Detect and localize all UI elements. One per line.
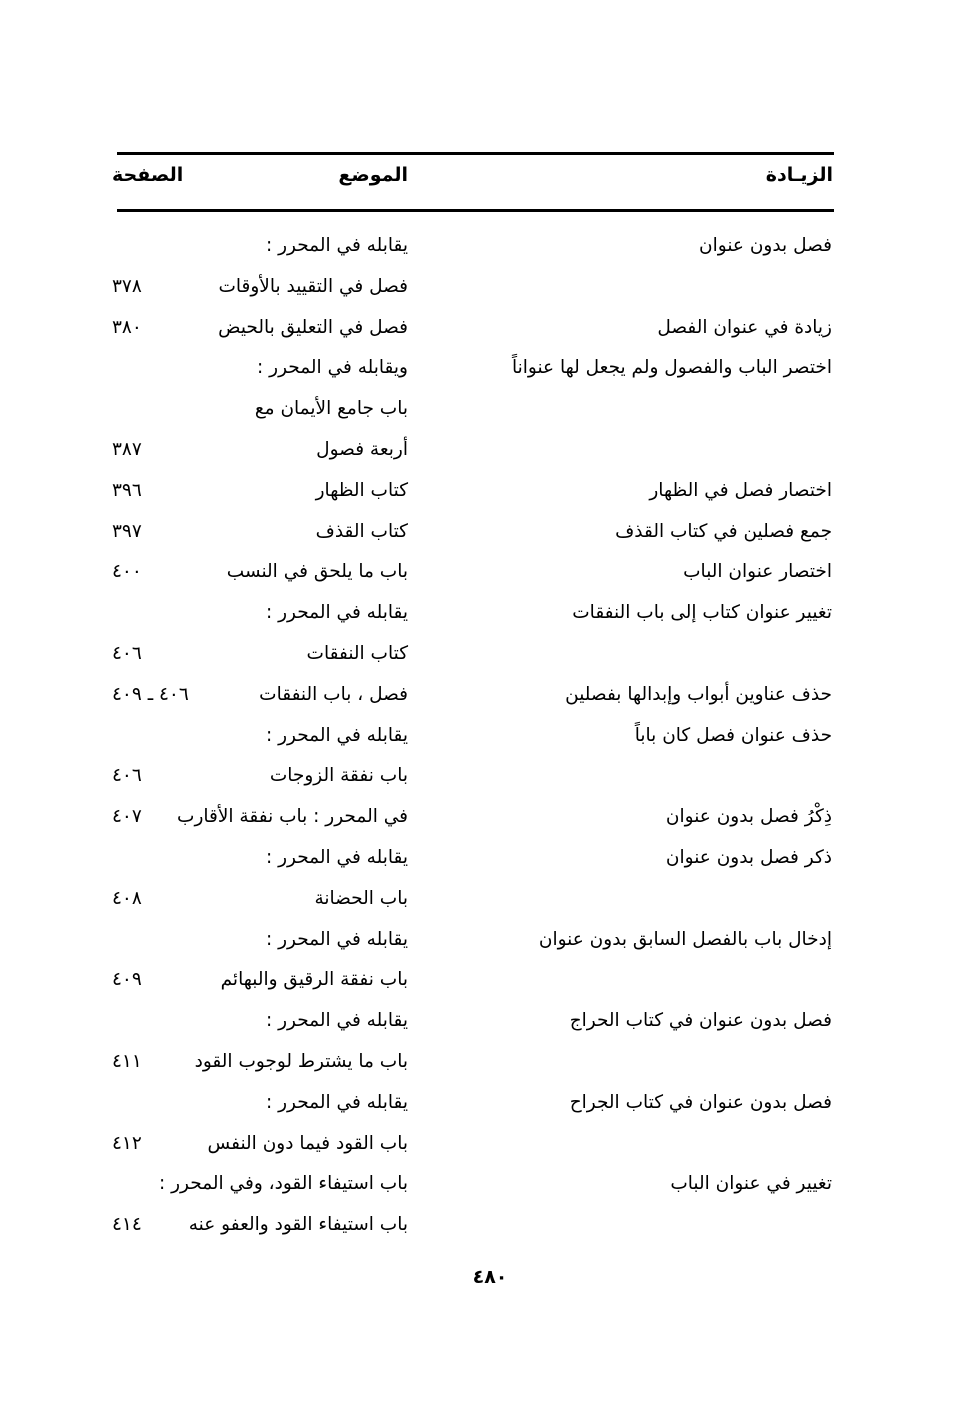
cell-ziyada: حذف عناوين أبواب وإبدالها بفصلين [565, 683, 832, 705]
cell-mawdi: أربعة فصول [316, 438, 408, 460]
cell-mawdi: يقابله في المحرر : [265, 846, 408, 868]
table-row [0, 593, 980, 634]
cell-safha: ٣٨٧ [112, 438, 142, 460]
table-row [0, 267, 980, 308]
header-ziyada: الزيـادة [765, 164, 833, 186]
cell-mawdi: يقابله في المحرر : [265, 602, 408, 624]
cell-mawdi: باب جامع الأيمان مع [254, 398, 408, 420]
cell-ziyada: فصل بدون عنوان [699, 235, 832, 256]
header-mawdi: الموضع [338, 164, 408, 186]
table-header-rule [117, 209, 834, 212]
cell-mawdi: باب نفقة الرقيق والبهائم [220, 969, 408, 991]
cell-mawdi: يقابله في المحرر : [265, 724, 408, 746]
cell-mawdi: باب القود فيما دون النفس [207, 1132, 408, 1154]
cell-safha: ٤٠٠ [112, 561, 142, 583]
cell-safha: ٣٨٠ [112, 316, 142, 338]
cell-mawdi: يقابله في المحرر : [265, 1010, 408, 1032]
cell-safha: ٤٠٦ [112, 642, 142, 664]
cell-ziyada: تغيير عنوان كتاب إلى باب النفقات [572, 602, 832, 624]
table-row [0, 920, 980, 961]
cell-mawdi: باب الحضانة [314, 887, 408, 909]
cell-mawdi: باب استيفاء القود، وفي المحرر : [159, 1173, 408, 1195]
table-row [0, 308, 980, 349]
table-row [0, 838, 980, 879]
cell-mawdi: باب نفقة الزوجات [269, 765, 408, 787]
table-row [0, 389, 980, 430]
cell-safha: ٤١١ [112, 1050, 142, 1072]
table-row [0, 512, 980, 553]
table-row [0, 1001, 980, 1042]
cell-safha: ٤٠٧ [112, 806, 142, 828]
table-row [0, 430, 980, 471]
cell-mawdi: يقابله في المحرر : [265, 235, 408, 256]
cell-safha: ٤١٤ [112, 1214, 142, 1236]
table-row [0, 1205, 980, 1246]
table-row [0, 756, 980, 797]
table-row [0, 1042, 980, 1083]
cell-mawdi: باب ما يشترط لوجوب القود [194, 1050, 408, 1072]
cell-ziyada: جمع فصلين في كتاب القذف [615, 520, 832, 542]
table-body [0, 226, 980, 1246]
table-row [0, 552, 980, 593]
cell-ziyada: ذكر فصل بدون عنوان [665, 846, 832, 868]
cell-mawdi: باب استيفاء القود والعفو عنه [188, 1214, 408, 1236]
cell-ziyada: زيادة في عنوان الفصل [657, 316, 832, 338]
cell-safha: ٤١٢ [112, 1132, 142, 1154]
cell-safha: ٣٩٦ [112, 479, 142, 501]
table-row [0, 675, 980, 716]
table-row [0, 960, 980, 1001]
cell-mawdi: باب ما يلحق في النسب [226, 561, 408, 583]
cell-safha: ٣٩٧ [112, 520, 142, 542]
cell-ziyada: حذف عنوان فصل كان باباً [634, 724, 832, 746]
table-row [0, 348, 980, 389]
cell-ziyada: اختصار فصل في الظهار [649, 479, 832, 501]
cell-mawdi: فصل ، باب النفقات [259, 683, 408, 705]
cell-safha: ٤٠٦ [112, 765, 142, 787]
table-top-rule [117, 152, 834, 155]
cell-ziyada: تغيير في عنوان الباب [670, 1173, 832, 1195]
table-row [0, 1083, 980, 1124]
table-row [0, 471, 980, 512]
table-row [0, 797, 980, 838]
table-row [0, 879, 980, 920]
cell-ziyada: اختصار عنوان الباب [683, 561, 832, 583]
cell-mawdi: في المحرر : باب نفقة الأقارب [177, 806, 408, 828]
table-row [0, 1164, 980, 1205]
header-safha: الصفحة [112, 164, 184, 186]
cell-ziyada: اختصر الباب والفصول ولم يجعل لها عنواناً [511, 357, 832, 379]
cell-ziyada: ذِكْرُ فصل بدون عنوان [665, 806, 832, 828]
cell-mawdi: يقابله في المحرر : [265, 1091, 408, 1113]
cell-mawdi: ويقابله في المحرر : [257, 357, 408, 379]
cell-mawdi: كتاب القذف [315, 520, 408, 542]
table-row [0, 716, 980, 757]
cell-safha: ٣٧٨ [112, 275, 142, 297]
page-number: ٤٨٠ [472, 1266, 508, 1288]
table-row [0, 1124, 980, 1165]
cell-mawdi: كتاب الظهار [315, 479, 408, 501]
cell-safha: ٤٠٩ [112, 969, 142, 991]
cell-mawdi: فصل في التعليق بالحيض [218, 316, 408, 338]
table-row [0, 226, 980, 267]
cell-mawdi: يقابله في المحرر : [265, 928, 408, 950]
cell-safha: ٤٠٨ [112, 887, 142, 909]
cell-safha: ٤٠٦ ـ ٤٠٩ [112, 683, 189, 705]
cell-mawdi: فصل في التقييد بالأوقات [218, 275, 408, 297]
cell-mawdi: كتاب النفقات [306, 642, 408, 664]
table-row [0, 634, 980, 675]
cell-ziyada: فصل بدون عنوان في كتاب الجراح [569, 1091, 832, 1113]
cell-ziyada: فصل بدون عنوان في كتاب الحراج [569, 1010, 832, 1032]
cell-ziyada: إدخال باب بالفصل السابق بدون عنوان [538, 928, 832, 950]
